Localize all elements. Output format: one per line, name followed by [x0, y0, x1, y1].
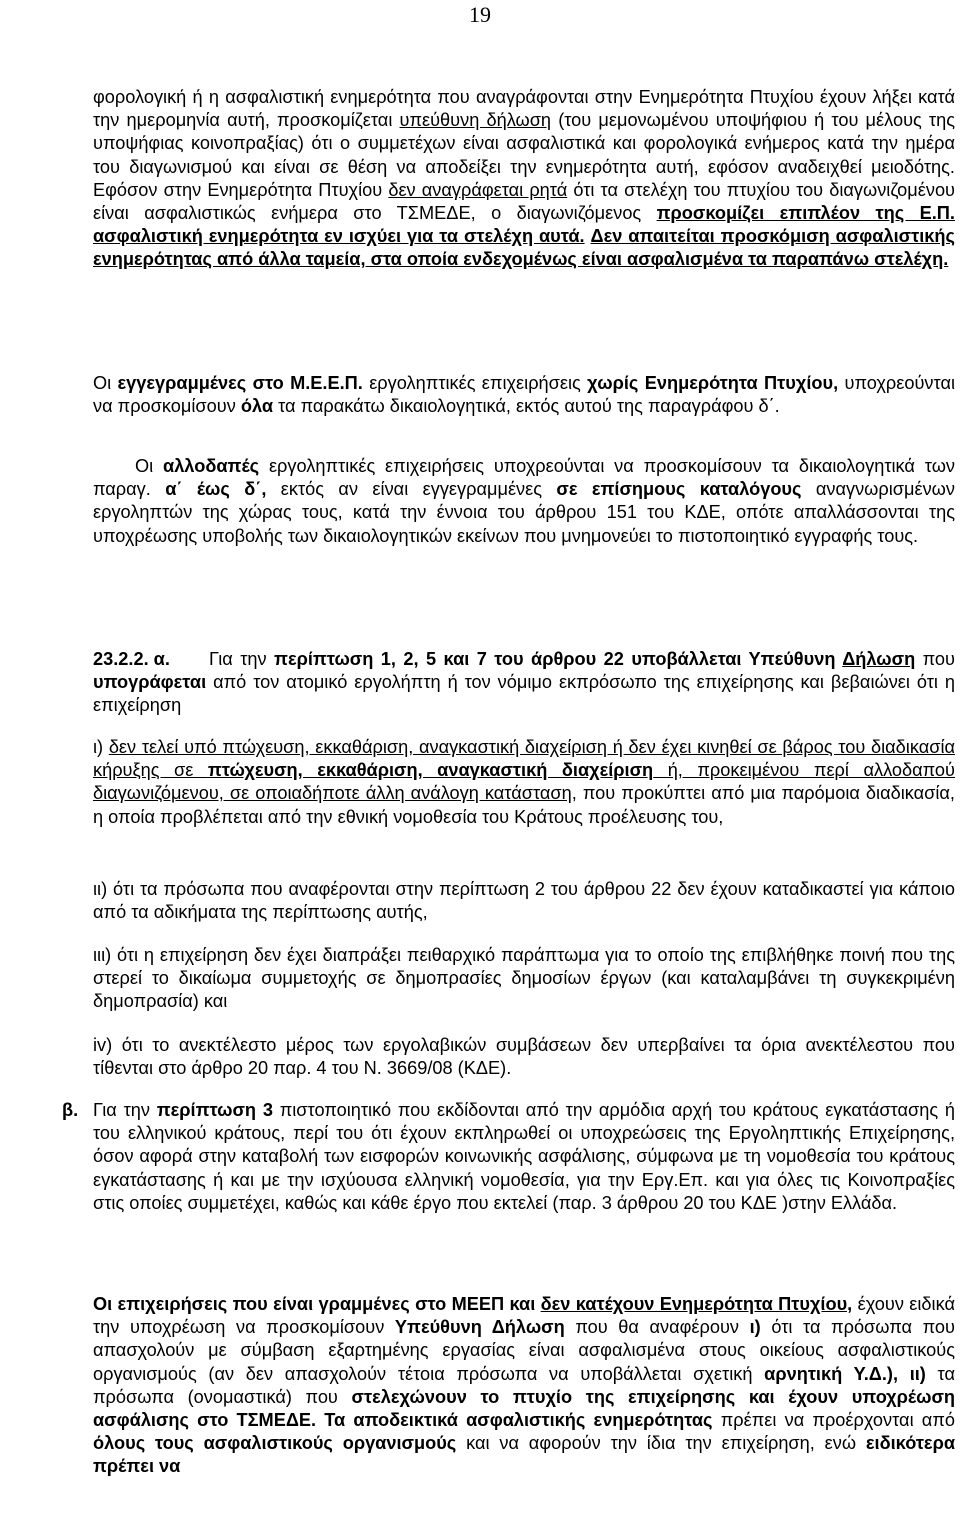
text-run: α΄ έως δ΄, — [165, 479, 267, 500]
page-number: 19 — [469, 2, 491, 27]
text-run: Δήλωση — [842, 649, 916, 669]
text-run: πτώχευση, εκκαθάριση, αναγκαστική διαχείριση — [207, 760, 654, 781]
text-run: δεν αναγράφεται ρητά — [388, 179, 568, 200]
text-run: αρνητική Υ.Δ.), ιι) — [764, 1363, 926, 1384]
text-run: ι) — [93, 737, 109, 757]
text-run: στελεχώνουν το πτυχίο της επιχείρησης και έχουν υποχρέωση ασφάλισης στο ΤΣΜΕΔΕ. Τα αποδεικτικά ασφαλιστικής ενημερότητας — [93, 1386, 955, 1431]
text-run: (του μεμονωμένου υποψήφιου ή του μέλους της υποψήφιας κοινοπραξίας) ότι ο συμμετέχων είναι ασφαλιστικά και φορολογικά ενήμερος κατά την ημέρα του διαγωνισμού και είναι σε θέση να αποδείξει την ενημερότητα αυτή, εφόσον αναδειχθεί μειοδότης. Εφόσον στην Ενημερότητα Πτυχίου — [93, 110, 955, 200]
text-run: περίπτωση 1, 2, 5 και 7 του άρθρου 22 υποβάλλεται Υπεύθυνη — [274, 649, 843, 669]
text-run: Για την — [93, 1100, 157, 1120]
text-run: ειδικότερα πρέπει να — [93, 1433, 955, 1477]
text-run — [653, 760, 668, 780]
text-run: ή, προκειμένου περί αλλοδαπού διαγωνιζόμενου, σε οποιαδήποτε άλλη ανάλογη κατάσταση — [93, 760, 955, 804]
section-number-a: 23.2.2. α. — [93, 649, 170, 669]
text-run: iv) ότι το ανεκτέλεστο μέρος των εργολαβικών συμβάσεων δεν υπερβαίνει τα όρια ανεκτέλεστου που τίθενται στο άρθρο 20 παρ. 4 του Ν. 3669/08 (ΚΔΕ). — [93, 1035, 955, 1079]
text-run: περίπτωση 3 — [156, 1100, 273, 1120]
section-number-b: β. — [62, 1100, 79, 1120]
text-run: πιστοποιητικό που εκδίδονται από την αρμόδια αρχή του κράτους εγκατάστασης ή του ελληνικού κράτους, περί του ότι έχουν εκπληρωθεί οι υποχρεώσεις της Εργοληπτικής Επιχείρησης, όσον αφορά στην καταβολή των εισφορών κοινωνικής ασφάλισης, σύμφωνα με τη νομοθεσία του κράτους εγκατάστασης ή και με την ισχύουσα ελληνική νομοθεσία, για την Εργ.Επ. και για όλες τις Κοινοπραξίες στις οποίες συμμετέχει, καθώς και κάθε έργο που εκτελεί (παρ. 3 άρθρου 20 του ΚΔΕ )στην Ελλάδα. — [93, 1100, 955, 1213]
paragraph-registered-meep — [93, 372, 955, 418]
text-run: δεν κατέχουν Ενημερότητα Πτυχίου, — [540, 1294, 853, 1314]
text-run: ιι) ότι τα πρόσωπα που αναφέρονται στην περίπτωση 2 του άρθρου 22 δεν έχουν καταδικαστεί για κάποιο από τα αδικήματα της περίπτωσης αυτής, — [93, 879, 955, 923]
paragraph-foreign-companies — [93, 455, 955, 548]
text-run: έχουν ειδικά την υποχρέωση να προσκομίσουν — [93, 1294, 955, 1338]
text-run: Για την — [209, 649, 275, 669]
paragraph-meep-companies — [93, 1293, 955, 1479]
text-run: υπογράφεται — [93, 672, 207, 693]
text-run: Οι — [93, 373, 118, 393]
text-run: υποχρεούνται να προσκομίσουν — [93, 373, 956, 417]
paragraph-case-b — [93, 1099, 955, 1215]
text-run: Υπεύθυνη Δήλωση — [394, 1317, 565, 1338]
text-run: όλους τους ασφαλιστικούς οργανισμούς — [93, 1433, 457, 1454]
text-run: υπεύθυνη δήλωση — [399, 110, 552, 131]
text-run: και να αφορούν την ίδια την επιχείρηση, ενώ — [456, 1433, 866, 1454]
paragraph-item-iv — [93, 1034, 955, 1080]
text-run: αλλοδαπές — [163, 456, 260, 476]
text-run: σε επίσημους καταλόγους — [556, 479, 802, 500]
text-run: που θα αναφέρουν — [564, 1317, 750, 1338]
text-run: αναγνωρισμένων εργοληπτών της χώρας τους, κατά την έννοια του άρθρου 151 του ΚΔΕ, οπότε απαλλάσσονται της υποχρέωσης υποβολής των δικαιολογητικών εκείνων που μνημονεύει το πιστοποιητικό εγγραφής τους. — [93, 479, 955, 546]
text-run: ιιι) ότι η επιχείρηση δεν έχει διαπράξει πειθαρχικό παράπτωμα για το οποίο της επιβλήθηκε ποινή που της στερεί το δικαίωμα συμμετοχής σε δημοπρασίες δημοσίων έργων (και καταλαμβάνει τη συγκεκριμένη δημοπρασία) και — [93, 945, 955, 1012]
paragraph-case-a — [93, 648, 955, 718]
text-run: εκτός αν είναι εγγεγραμμένες — [266, 479, 557, 500]
text-run: Οι — [135, 456, 164, 476]
text-run: εγγεγραμμένες στο Μ.Ε.Ε.Π. — [117, 373, 363, 393]
paragraph-item-ii — [93, 878, 955, 924]
paragraph-item-iii — [93, 944, 955, 1014]
text-run: χωρίς Ενημερότητα Πτυχίου, — [587, 373, 839, 393]
text-run: Δεν απαιτείται προσκόμιση ασφαλιστικής ενημερότητας από άλλα ταμεία, στα οποία ενδεχομένως είναι ασφαλισμένα τα παραπάνω στελέχη. — [93, 226, 955, 270]
text-run: προσκομίζει επιπλέον της Ε.Π. ασφαλιστική ενημερότητα εν ισχύει για τα στελέχη αυτά. — [93, 203, 955, 247]
text-run: πρέπει να προέρχονται από — [712, 1410, 955, 1431]
text-run: τα παρακάτω δικαιολογητικά, εκτός αυτού της παραγράφου δ΄. — [273, 396, 780, 417]
text-run: που — [915, 649, 955, 669]
paragraph-ensured-status — [93, 86, 955, 272]
paragraph-item-i — [93, 736, 955, 829]
text-run: ότι τα στελέχη του πτυχίου του διαγωνιζομένου είναι ασφαλιστικώς ενήμερα στο ΤΣΜΕΔΕ, ο διαγωνιζόμενος — [93, 179, 956, 224]
text-run: δεν τελεί υπό πτώχευση, εκκαθάριση, αναγκαστική διαχείριση ή δεν έχει κινηθεί σε βάρος του διαδικασία κήρυξης σε — [93, 737, 956, 781]
text-run: όλα — [240, 396, 274, 417]
text-run: εργοληπτικές επιχειρήσεις — [362, 373, 588, 393]
text-run: Οι επιχειρήσεις που είναι γραμμένες στο ΜΕΕΠ και — [93, 1294, 541, 1314]
text-run: , που προκύπτει από μια παρόμοια διαδικασία, η οποία προβλέπεται από την εθνική νομοθεσία του Κράτους προέλευσης του, — [93, 783, 955, 827]
text-run: από τον ατομικό εργολήπτη ή τον νόμιμο εκπρόσωπο της επιχείρησης και βεβαιώνει ότι η επιχείρηση — [93, 672, 955, 716]
text-run: ότι τα πρόσωπα που απασχολούν με σύμβαση εξαρτημένης εργασίας είναι ασφαλισμένα στους οικείους ασφαλιστικούς οργανισμούς (αν δεν απασχολούν τέτοια πρόσωπα να υποβάλλεται σχετική — [93, 1317, 955, 1384]
text-run: εργοληπτικές επιχειρήσεις υποχρεούνται να προσκομίσουν τα δικαιολογητικά των παραγ. — [93, 456, 955, 500]
text-run: ι) — [749, 1317, 761, 1338]
text-run: φορολογική ή η ασφαλιστική ενημερότητα που αναγράφονται στην Ενημερότητα Πτυχίου έχουν λήξει κατά την ημερομηνία αυτή, προσκομίζεται — [93, 87, 955, 131]
text-run: τα πρόσωπα (ονομαστικά) που — [93, 1363, 956, 1407]
